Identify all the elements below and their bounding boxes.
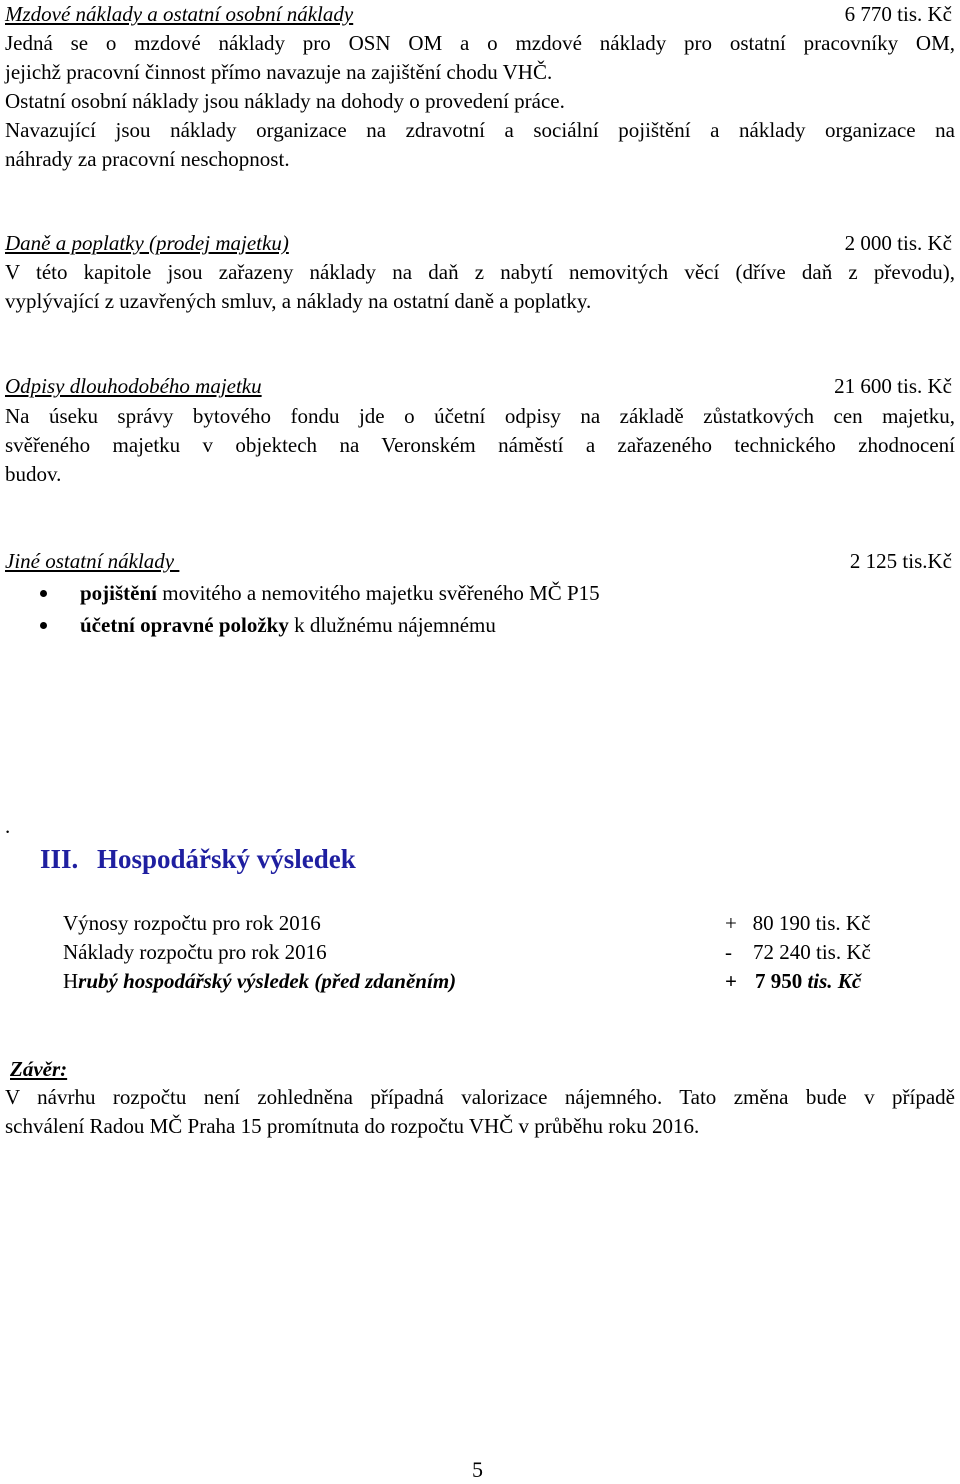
- section-heading-other: Jiné ostatní náklady: [5, 549, 180, 573]
- body-line: V návrhu rozpočtu není zohledněna případná valorizace nájemného. Tato změna bude v případě: [5, 1085, 955, 1109]
- section-heading-taxes: Daně a poplatky (prodej majetku): [5, 231, 289, 255]
- section-title: Hospodářský výsledek: [97, 844, 356, 874]
- conclusion-body: [5, 1083, 955, 1141]
- section-amount-depreciation: 21 600 tis. Kč: [834, 374, 952, 398]
- body-line: svěřeného majetku v objektech na Veronském náměstí a zařazeného technického zhodnocení: [5, 433, 955, 457]
- stray-dot: .: [5, 814, 11, 838]
- page-number: 5: [472, 1457, 483, 1482]
- section-body-taxes: [5, 258, 955, 316]
- section-amount-other: 2 125 tis.Kč: [849, 549, 952, 573]
- result-row-label: Výnosy rozpočtu pro rok 2016: [63, 911, 321, 935]
- body-line: Jedná se o mzdové náklady pro OSN OM a o mzdové náklady pro ostatní pracovníky OM,: [5, 31, 955, 55]
- section-body-depreciation: [5, 402, 955, 489]
- bullet-icon: [40, 590, 47, 597]
- section-numeral: III.: [40, 844, 79, 874]
- body-line: jejichž pracovní činnost přímo navazuje na zajištění chodu VHČ.: [5, 60, 553, 84]
- body-line: V této kapitole jsou zařazeny náklady na daň z nabytí nemovitých věcí (dříve daň z převodu),: [5, 260, 955, 284]
- section-heading-depreciation: Odpisy dlouhodobého majetku: [5, 374, 262, 398]
- result-number: 7 950: [754, 969, 803, 993]
- result-unit: tis. Kč: [807, 969, 862, 993]
- bullet-item: [80, 611, 496, 640]
- body-line: vyplývající z uzavřených smluv, a náklady na ostatní daně a poplatky.: [5, 289, 592, 313]
- body-line: schválení Radou MČ Praha 15 promítnuta do rozpočtu VHČ v průběhu roku 2016.: [5, 1114, 700, 1138]
- result-row-label: Náklady rozpočtu pro rok 2016: [63, 940, 327, 964]
- result-label-rest: rubý hospodářský výsledek (před zdaněním): [78, 969, 457, 993]
- bullet-item-bold: pojištění: [80, 581, 158, 605]
- bullet-item-bold: účetní opravné položky: [80, 613, 289, 637]
- bullet-item-text: movitého a nemovitého majetku svěřeného MČ P15: [157, 581, 600, 605]
- section-amount-wages: 6 770 tis. Kč: [844, 2, 952, 26]
- result-sign: +: [725, 969, 737, 993]
- body-line: náhrady za pracovní neschopnost.: [5, 147, 290, 171]
- section-body-wages: [5, 29, 955, 174]
- result-row-label-total: [63, 967, 456, 996]
- result-row-value: - 72 240 tis. Kč: [725, 940, 871, 964]
- result-row-value: + 80 190 tis. Kč: [725, 911, 871, 935]
- conclusion-heading: Závěr:: [10, 1057, 68, 1081]
- section-amount-taxes: 2 000 tis. Kč: [844, 231, 952, 255]
- body-line: Na úseku správy bytového fondu jde o účetní odpisy na základě zůstatkových cen majetku,: [5, 404, 955, 428]
- body-line: Navazující jsou náklady organizace na zdravotní a sociální pojištění a náklady organizace na: [5, 118, 955, 142]
- bullet-icon: [40, 622, 47, 629]
- bullet-item: [80, 579, 600, 608]
- bullet-item-text: k dlužnému nájemnému: [288, 613, 496, 637]
- body-line: Ostatní osobní náklady jsou náklady na dohody o provedení práce.: [5, 89, 565, 113]
- result-label-initial: H: [63, 969, 79, 993]
- section-heading-wages: Mzdové náklady a ostatní osobní náklady: [5, 2, 354, 26]
- result-row-value-total: [725, 967, 861, 996]
- body-line: budov.: [5, 462, 62, 486]
